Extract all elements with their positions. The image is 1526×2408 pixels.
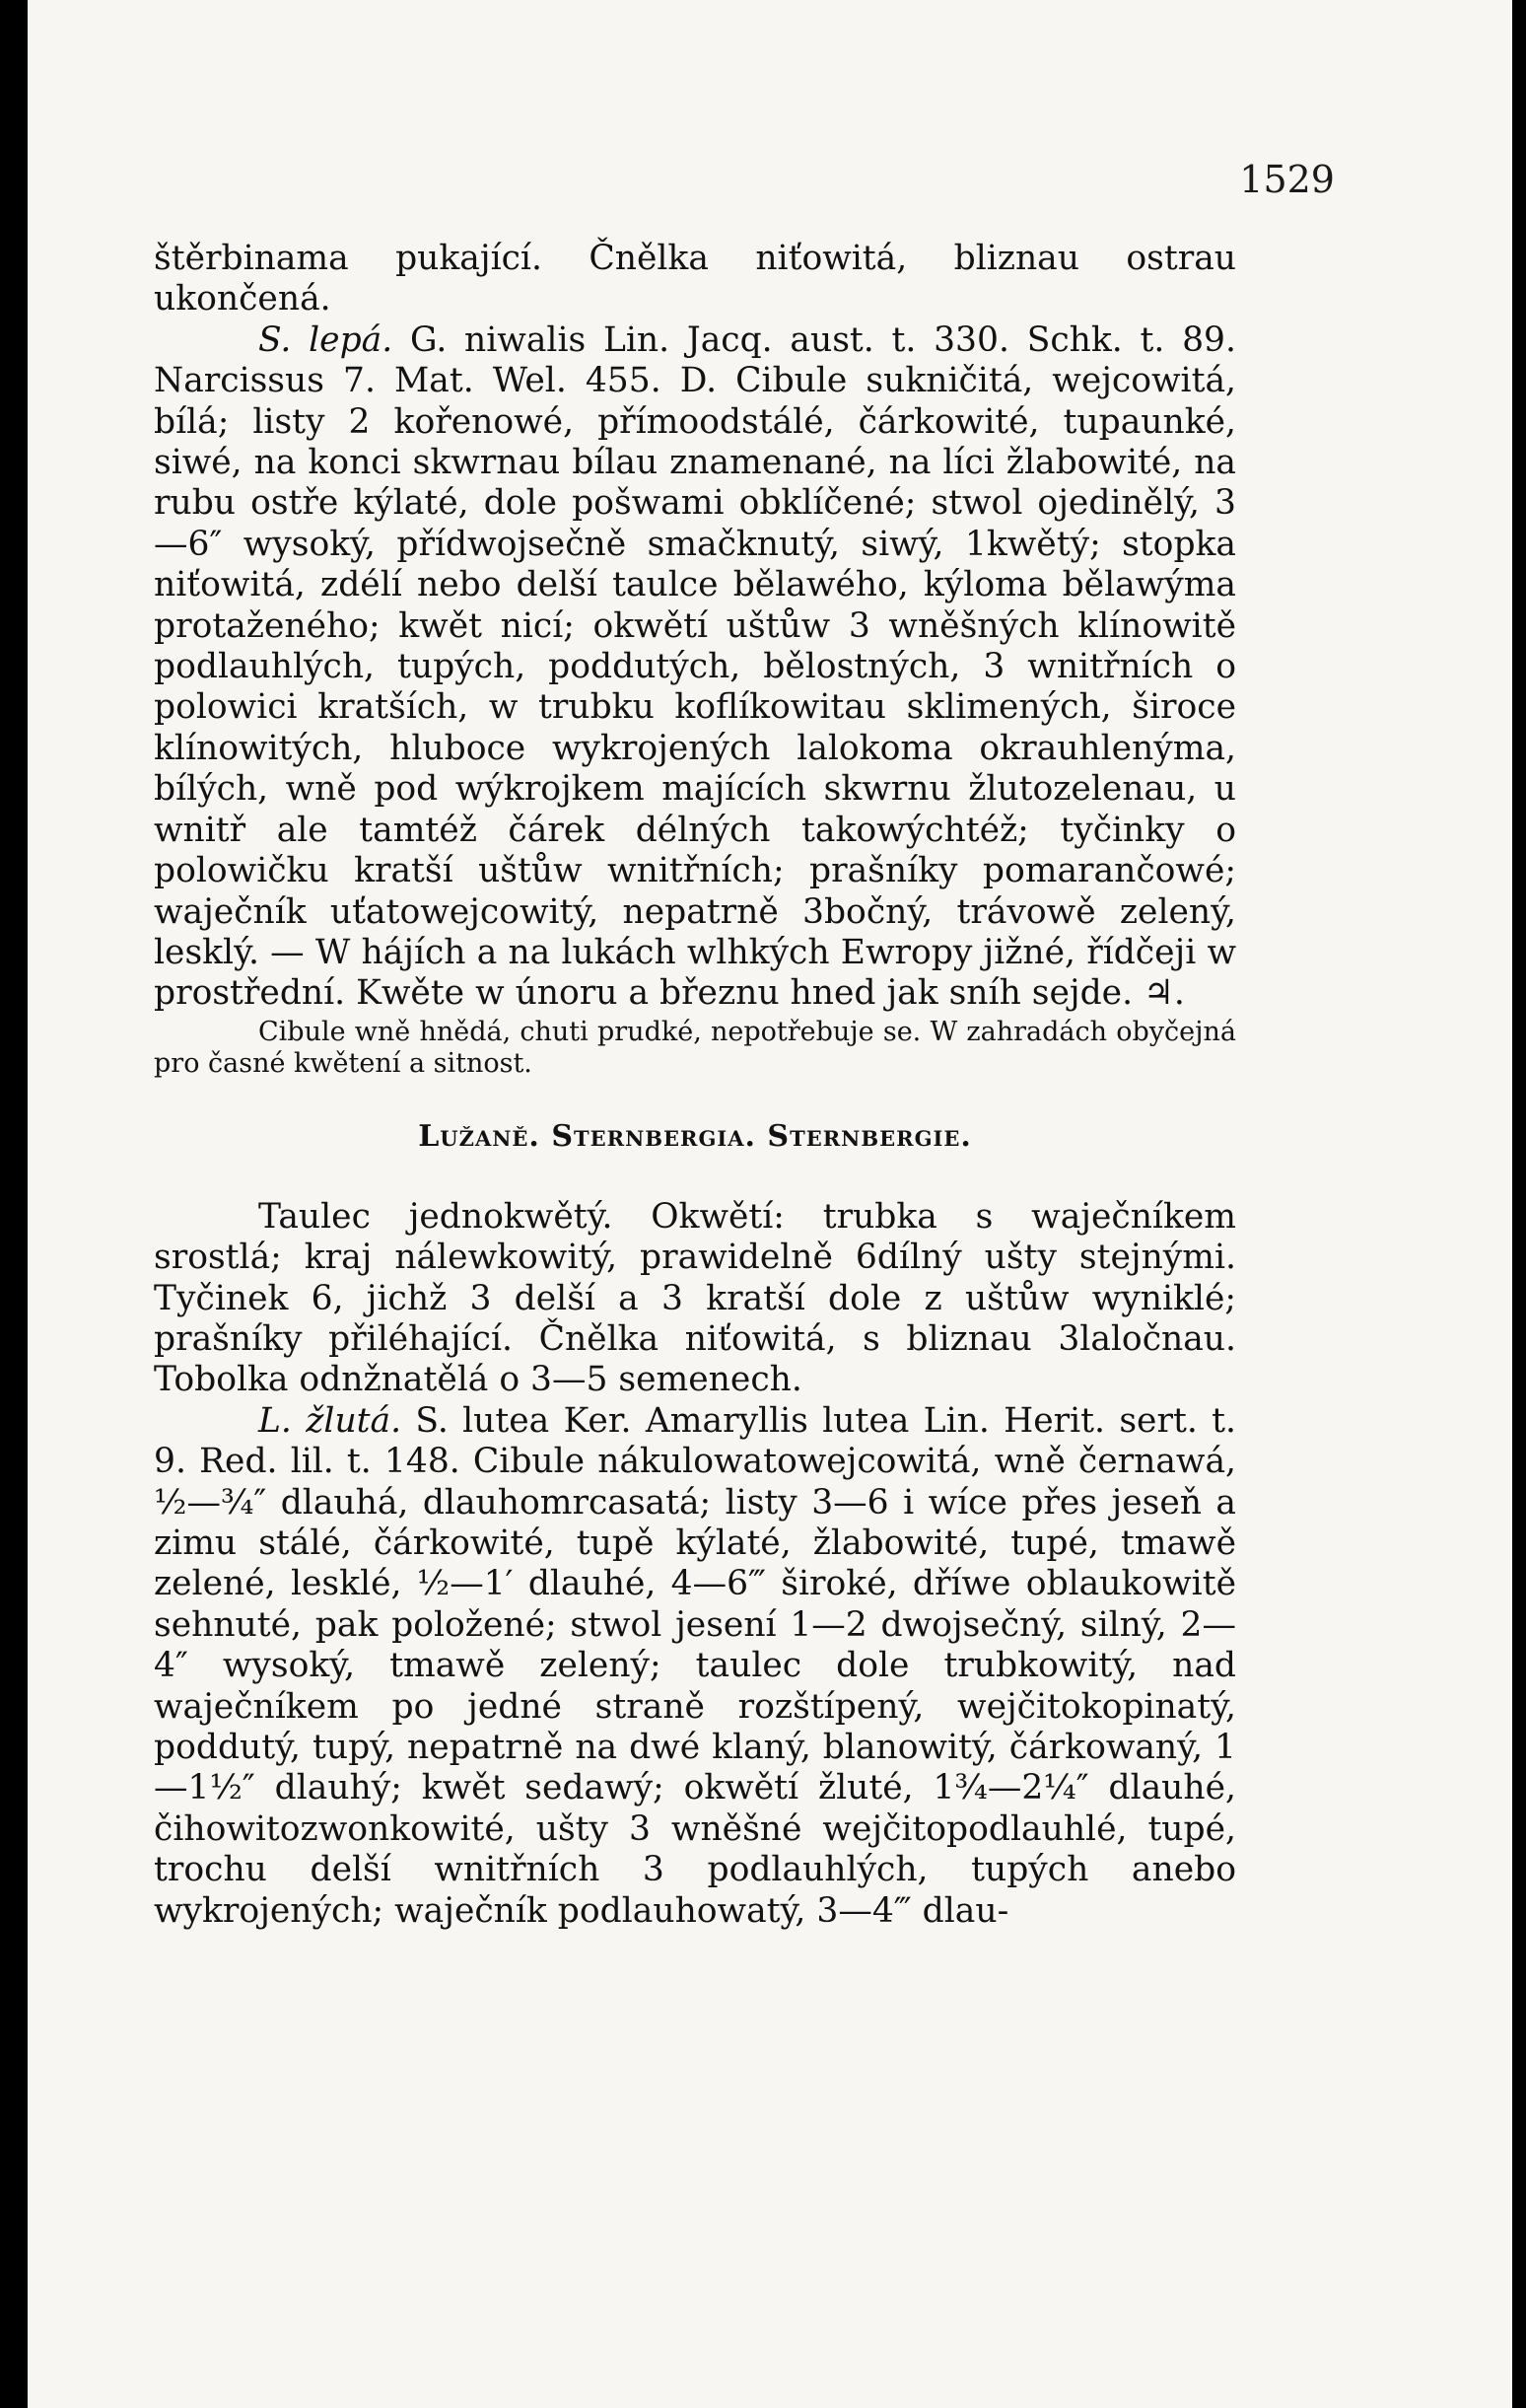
page-number: 1529 xyxy=(1239,158,1335,201)
book-page xyxy=(28,0,1512,2408)
paragraph-continuation: štěrbinama pukající. Čnělka niťowitá, bliznau ostrau ukončená. xyxy=(154,239,1236,319)
species-name: S. lepá. xyxy=(258,319,393,360)
species-description: G. niwalis Lin. Jacq. aust. t. 330. Schk. t. 89. Narcissus 7. Mat. Wel. 455. D. Cibule sukničitá, wejcowitá, bílá; listy 2 kořenowé, přímoodstálé, čárkowité, tupaunké, siwé, na konci skwrnau bílau znamenané, na líci žlabowité, na rubu ostře kýlaté, dole pošwami obklíčené; stwol ojedinělý, 3—6″ wysoký, přídwojsečně smačknutý, siwý, 1kwětý; stopka niťowitá, zdélí nebo delší taulce bělawého, kýloma bělawýma protaženého; kwět nicí; okwětí uštůw 3 wněšných klínowitě podlauhlých, tupých, poddutých, bělostných, 3 wnitřních o polowici kratších, w trubku koflíkowitau sklimených, široce klínowitých, hluboce wykrojených lalokoma okrauhlenýma, bílých, wně pod wýkrojkem majících skwrnu žlutozelenau, u wnitř ale tamtéž čárek délných takowýchtéž; tyčinky o polowičku kratší uštůw wnitřních; prašníky pomarančowé; waječník uťatowejcowitý, nepatrně 3bočný, trávowě zelený, lesklý. — W hájích a na lukách wlhkých Ewropy jižné, řídčeji w prostřední. Kwěte w únoru a březnu hned jak sníh sejde. ♃. xyxy=(154,319,1236,1014)
footnote-paragraph: Cibule wně hnědá, chuti prudké, nepotřebuje se. W zahradách obyčejná pro časné kwětení a sitnost. xyxy=(154,1016,1236,1079)
body-text xyxy=(154,239,1236,1932)
genus-description: Taulec jednokwětý. Okwětí: trubka s waječníkem srostlá; kraj nálewkowitý, prawidelně 6dílný ušty stejnými. Tyčinek 6, jichž 3 delší a 3 kratší dole z uštůw wyniklé; prašníky přiléhající. Čnělka niťowitá, s bliznau 3laločnau. Tobolka odnžnatělá o 3—5 semenech. xyxy=(154,1196,1236,1400)
genus-heading: Lužaně. Sternbergia. Sternbergie. xyxy=(418,1118,972,1154)
paragraph-sternbergia xyxy=(154,1401,1236,1932)
species-name: L. žlutá. xyxy=(258,1400,402,1441)
species-description: S. lutea Ker. Amaryllis lutea Lin. Herit. sert. t. 9. Red. lil. t. 148. Cibule nákulowatowejcowitá, wně černawá, ½—¾″ dlauhá, dlauhomrcasatá; listy 3—6 i wíce přes jeseň a zimu stálé, čárkowité, tupě kýlaté, žlabowité, tupé, tmawě zelené, lesklé, ½—1′ dlauhé, 4—6‴ široké, dříwe oblaukowitě sehnuté, pak položené; stwol jesení 1—2 dwojsečný, silný, 2—4″ wysoký, tmawě zelený; taulec dole trubkowitý, nad waječníkem po jedné straně rozštípený, wejčitokopinatý, poddutý, tupý, nepatrně na dwé klaný, blanowitý, čárkowaný, 1—1½″ dlauhý; kwět sedawý; okwětí žluté, 1¾—2¼″ dlauhé, čihowitozwonkowité, ušty 3 wněšné wejčitopodlauhlé, tupé, trochu delší wnitřních 3 podlauhlých, tupých anebo wykrojených; waječník podlauhowatý, 3—4‴ dlau- xyxy=(154,1400,1236,1931)
paragraph-galanthus xyxy=(154,320,1236,1015)
